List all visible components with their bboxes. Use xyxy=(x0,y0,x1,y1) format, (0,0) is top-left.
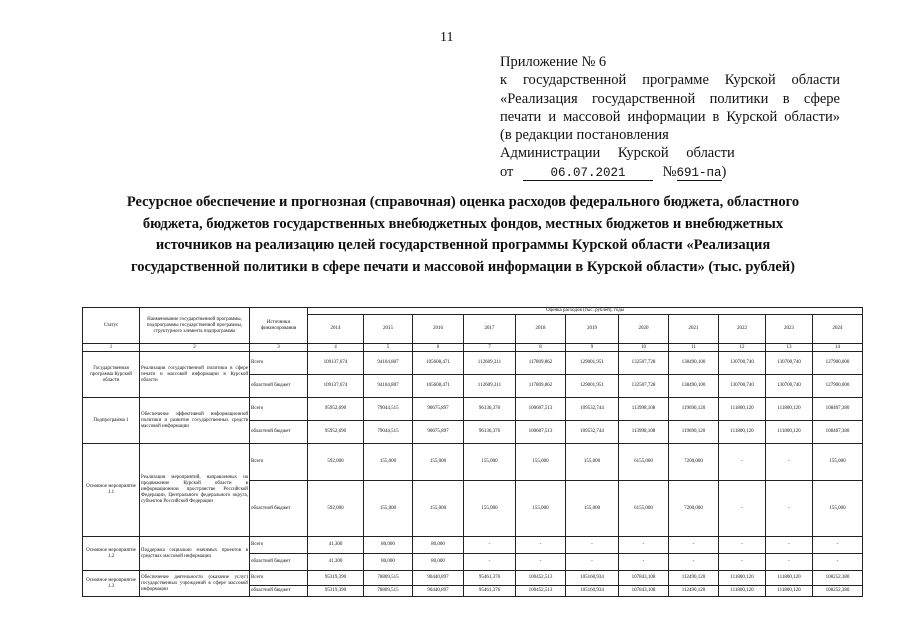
row-value: 155,000 xyxy=(566,444,619,481)
row-value: 111800,120 xyxy=(719,571,766,586)
row-value: 111800,120 xyxy=(719,421,766,444)
row-value: 119690,120 xyxy=(669,421,719,444)
row-value: 105160,934 xyxy=(566,586,619,597)
column-number: 5 xyxy=(364,344,413,352)
row-value: 95952,690 xyxy=(308,398,364,421)
row-value: 41,300 xyxy=(308,554,364,571)
row-source: областной бюджет xyxy=(250,554,308,571)
row-value: - xyxy=(813,554,863,571)
row-value: 105160,934 xyxy=(566,571,619,586)
column-number: 1 xyxy=(83,344,140,352)
resolution-date: 06.07.2021 xyxy=(523,166,653,181)
column-number: 12 xyxy=(719,344,766,352)
header-row xyxy=(83,308,863,315)
column-number: 6 xyxy=(413,344,464,352)
row-value: 127900,000 xyxy=(813,375,863,398)
row-value: 105608,471 xyxy=(413,375,464,398)
appendix-line-6: Администрации Курской области xyxy=(500,145,735,162)
row-value: 109137,674 xyxy=(308,352,364,375)
row-value: 95319,390 xyxy=(308,586,364,597)
column-number: 14 xyxy=(813,344,863,352)
row-value: 155,000 xyxy=(516,444,566,481)
row-value: 130700,740 xyxy=(719,352,766,375)
row-name: Реализация мероприятий, направленных на продвижение Курской области в информационном пространстве Российской Федерации, Центрального федерального округа, субъектов Российской Федерации xyxy=(140,444,250,537)
row-source: Всего xyxy=(250,444,308,481)
header-year: 2019 xyxy=(566,315,619,344)
row-value: 111800,120 xyxy=(719,586,766,597)
row-name: Обеспечение деятельности (оказание услуг) государственных учреждений в сфере массовой информации xyxy=(140,571,250,597)
row-value: 155,000 xyxy=(413,444,464,481)
header-name: Наименование государственной программы, подпрограммы государственной программы, структурного элемента подпрограммы xyxy=(140,308,250,344)
row-value: 80,000 xyxy=(364,537,413,554)
column-number: 13 xyxy=(766,344,813,352)
column-number: 10 xyxy=(619,344,669,352)
row-value: - xyxy=(669,537,719,554)
row-value: 127900,000 xyxy=(813,352,863,375)
row-value: 117809,862 xyxy=(516,352,566,375)
appendix-line-2: к государственной программе Курской области xyxy=(500,72,840,89)
row-value: 111800,120 xyxy=(766,398,813,421)
row-value: 113998,108 xyxy=(619,398,669,421)
table-row xyxy=(83,352,863,375)
row-value: 111800,120 xyxy=(766,586,813,597)
row-value: 109532,744 xyxy=(566,398,619,421)
row-value: 111800,120 xyxy=(766,421,813,444)
row-value: 155,000 xyxy=(813,444,863,481)
table-row xyxy=(83,537,863,554)
row-value: 130700,740 xyxy=(719,375,766,398)
row-value: 592,000 xyxy=(308,444,364,481)
row-status: Основное мероприятие 1.1 xyxy=(83,444,140,537)
row-source: Всего xyxy=(250,537,308,554)
column-number: 7 xyxy=(464,344,516,352)
row-value: 79044,515 xyxy=(364,421,413,444)
row-value: 107843,108 xyxy=(619,586,669,597)
row-source: областной бюджет xyxy=(250,586,308,597)
row-value: 90440,897 xyxy=(413,571,464,586)
row-value: 96136,376 xyxy=(464,398,516,421)
row-value: 90675,897 xyxy=(413,421,464,444)
row-value: 129001,951 xyxy=(566,375,619,398)
row-value: - xyxy=(619,537,669,554)
row-value: 94104,807 xyxy=(364,352,413,375)
row-value: 109532,744 xyxy=(566,421,619,444)
header-estimate: Оценка расходов (тыс. рублей), годы xyxy=(308,308,863,315)
row-value: 80,000 xyxy=(413,554,464,571)
row-value: - xyxy=(516,554,566,571)
row-value: 79044,515 xyxy=(364,398,413,421)
header-status: Статус xyxy=(83,308,140,344)
appendix-line-5: (в редакции постановления xyxy=(500,127,669,144)
row-value: 41,300 xyxy=(308,537,364,554)
row-value: - xyxy=(669,554,719,571)
header-year: 2020 xyxy=(619,315,669,344)
row-source: Всего xyxy=(250,571,308,586)
row-value: 138490,100 xyxy=(669,375,719,398)
row-value: 108407,380 xyxy=(813,421,863,444)
header-year: 2017 xyxy=(464,315,516,344)
table-body xyxy=(83,308,863,597)
row-value: 130700,740 xyxy=(766,375,813,398)
row-source: областной бюджет xyxy=(250,421,308,444)
row-value: 592,000 xyxy=(308,481,364,537)
row-value: - xyxy=(464,554,516,571)
column-number: 3 xyxy=(250,344,308,352)
row-value: 100607,513 xyxy=(516,398,566,421)
row-value: 132507,728 xyxy=(619,375,669,398)
row-value: 95461,376 xyxy=(464,586,516,597)
column-number: 11 xyxy=(669,344,719,352)
row-value: 107843,108 xyxy=(619,571,669,586)
row-value: 112490,120 xyxy=(669,586,719,597)
row-value: 117809,862 xyxy=(516,375,566,398)
header-year: 2022 xyxy=(719,315,766,344)
row-value: - xyxy=(516,537,566,554)
row-value: - xyxy=(464,537,516,554)
header-source: Источники финансирования xyxy=(250,308,308,344)
header-year: 2018 xyxy=(516,315,566,344)
row-source: областной бюджет xyxy=(250,481,308,537)
header-year: 2014 xyxy=(308,315,364,344)
row-value: 155,000 xyxy=(464,481,516,537)
row-value: - xyxy=(719,537,766,554)
row-value: 90675,897 xyxy=(413,398,464,421)
row-value: - xyxy=(719,481,766,537)
row-value: 6155,000 xyxy=(619,481,669,537)
row-value: 80,000 xyxy=(364,554,413,571)
column-number: 9 xyxy=(566,344,619,352)
row-value: 94104,807 xyxy=(364,375,413,398)
row-value: 6155,000 xyxy=(619,444,669,481)
row-value: 95319,390 xyxy=(308,571,364,586)
row-value: 78809,515 xyxy=(364,571,413,586)
row-value: 96136,376 xyxy=(464,421,516,444)
table-row xyxy=(83,444,863,481)
row-source: областной бюджет xyxy=(250,375,308,398)
row-source: Всего xyxy=(250,352,308,375)
row-value: 119690,120 xyxy=(669,398,719,421)
row-value: 112490,120 xyxy=(669,571,719,586)
row-value: 111800,120 xyxy=(766,571,813,586)
column-number: 4 xyxy=(308,344,364,352)
row-value: 100452,513 xyxy=(516,571,566,586)
row-value: - xyxy=(719,444,766,481)
row-source: Всего xyxy=(250,398,308,421)
row-value: - xyxy=(719,554,766,571)
row-name: Реализация государственной политики в сфере печати и массовой информации в Курской области xyxy=(140,352,250,398)
page-number: 11 xyxy=(440,30,454,45)
row-status: Основное мероприятие 1.3 xyxy=(83,571,140,597)
from-label: от xyxy=(500,163,514,180)
row-value: 155,000 xyxy=(516,481,566,537)
row-value: 138490,100 xyxy=(669,352,719,375)
row-value: - xyxy=(766,444,813,481)
row-value: 100452,513 xyxy=(516,586,566,597)
table-row xyxy=(83,398,863,421)
row-value: 95952,690 xyxy=(308,421,364,444)
number-label: № xyxy=(662,163,677,180)
table-row xyxy=(83,571,863,586)
resolution-number: 691-па xyxy=(676,165,722,180)
row-value: 108252,380 xyxy=(813,571,863,586)
row-value: 112609,311 xyxy=(464,375,516,398)
row-value: 80,000 xyxy=(413,537,464,554)
closing-paren: ) xyxy=(721,163,727,180)
column-number: 2 xyxy=(140,344,250,352)
row-value: 108252,380 xyxy=(813,586,863,597)
row-value: 155,000 xyxy=(413,481,464,537)
row-value: 95461,376 xyxy=(464,571,516,586)
appendix-line-1: Приложение № 6 xyxy=(500,54,607,70)
header-year: 2015 xyxy=(364,315,413,344)
row-value: 111800,120 xyxy=(719,398,766,421)
appendix-line-4: печати и массовой информации в Курской области» xyxy=(500,108,840,125)
row-value: - xyxy=(566,554,619,571)
row-value: 155,000 xyxy=(364,481,413,537)
appendix-date-line xyxy=(500,163,840,182)
row-value: 155,000 xyxy=(566,481,619,537)
row-value: 108407,380 xyxy=(813,398,863,421)
row-value: 112609,311 xyxy=(464,352,516,375)
document-title: Ресурсное обеспечение и прогнозная (справочная) оценка расходов федерального бюджета, областного бюджета, бюджетов государственных внебюджетных фондов, местных бюджетов и внебюджетных источников на реализацию целей государственной программы Курской области «Реализация государственной политики в сфере печати и массовой информации в Курской области» (тыс. рублей) xyxy=(126,194,800,275)
row-value: 130700,740 xyxy=(766,352,813,375)
row-status: Подпрограмма 1 xyxy=(83,398,140,444)
row-value: 132507,728 xyxy=(619,352,669,375)
row-value: 90440,897 xyxy=(413,586,464,597)
appendix-header xyxy=(500,53,840,182)
header-year: 2021 xyxy=(669,315,719,344)
row-value: - xyxy=(766,554,813,571)
row-value: - xyxy=(566,537,619,554)
row-name: Обеспечение эффективной информационной политики и развитие государственных средств массовой информации xyxy=(140,398,250,444)
row-value: 7200,000 xyxy=(669,481,719,537)
row-value: - xyxy=(619,554,669,571)
row-value: 109137,674 xyxy=(308,375,364,398)
row-value: - xyxy=(813,537,863,554)
row-value: - xyxy=(766,537,813,554)
row-value: - xyxy=(766,481,813,537)
appendix-line-3: «Реализация государственной политики в сфере xyxy=(500,90,840,107)
row-value: 155,000 xyxy=(364,444,413,481)
resource-table xyxy=(82,307,863,597)
row-name: Поддержка социально значимых проектов в средствах массовой информации xyxy=(140,537,250,571)
header-year: 2023 xyxy=(766,315,813,344)
row-value: 78809,515 xyxy=(364,586,413,597)
row-value: 113998,108 xyxy=(619,421,669,444)
row-value: 155,000 xyxy=(813,481,863,537)
row-value: 100607,513 xyxy=(516,421,566,444)
header-year: 2024 xyxy=(813,315,863,344)
row-value: 7200,000 xyxy=(669,444,719,481)
column-number: 8 xyxy=(516,344,566,352)
row-status: Основное мероприятие 1.2 xyxy=(83,537,140,571)
header-year: 2016 xyxy=(413,315,464,344)
row-status: Государственная программа Курской области xyxy=(83,352,140,398)
column-number-row xyxy=(83,344,863,352)
row-value: 129001,951 xyxy=(566,352,619,375)
row-value: 155,000 xyxy=(464,444,516,481)
row-value: 105608,471 xyxy=(413,352,464,375)
